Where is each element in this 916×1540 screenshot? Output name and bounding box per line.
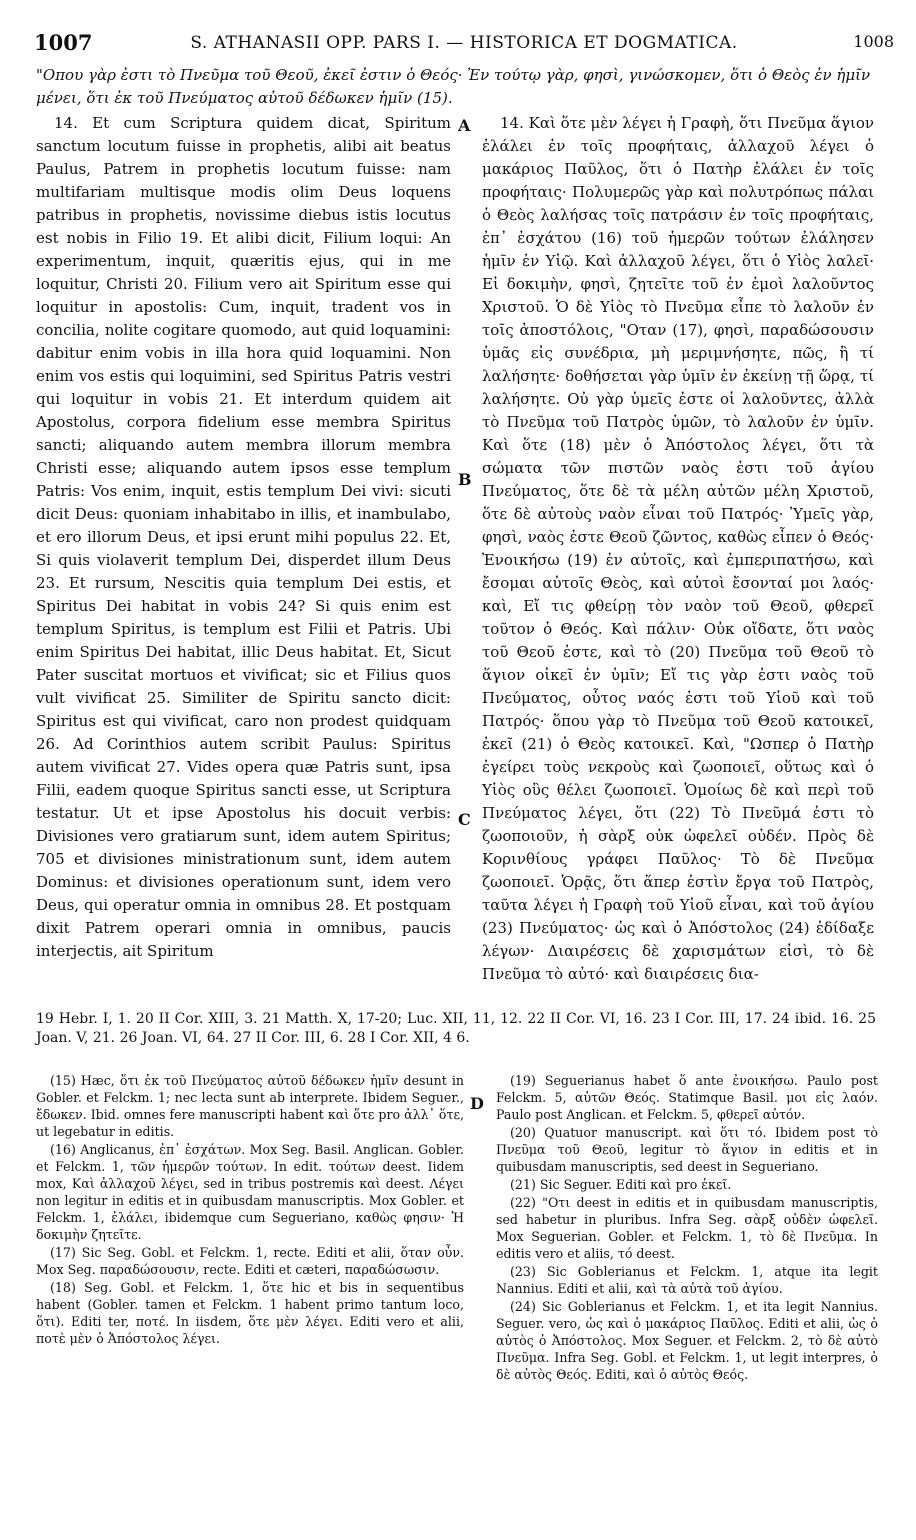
page-number-left: 1007	[34, 30, 93, 55]
top-greek-line: "Οπου γὰρ ἐστι τὸ Πνεῦμα τοῦ Θεοῦ, ἐκεῖ ἐστιν ὁ Θεός· Ἐν τούτῳ γὰρ, φησὶ, γινώσκομεν, ὅτι ὁ Θεὸς ἐν ἡμῖν μένει, ὅτι ἐκ τοῦ Πνεύματος αὐτοῦ δέδωκεν ἡμῖν (15).	[36, 66, 871, 107]
note-22: (22) "Οτι deest in editis et in quibusdam manuscriptis, sed habetur in pluribus. Infra Seg. σὰρξ οὐδὲν ὠφελεῖ. Mox Seguerian. Gobler. et Felckm. 1, τὸ δὲ Πνεῦμα. In editis vero et aliis, τό deest.	[496, 1195, 878, 1261]
scripture-references: 19 Hebr. I, 1. 20 II Cor. XIII, 3. 21 Matth. X, 17-20; Luc. XII, 11, 12. 22 II Cor. VI, 16. 23 I Cor. III, 17. 24 ibid. 16. 25 Joan. V, 21. 26 Joan. VI, 64. 27 II Cor. III, 6. 28 I Cor. XII, 4 6.	[36, 1011, 876, 1046]
note-16: (16) Anglicanus, ἐπ᾽ ἐσχάτων. Mox Seg. Basil. Anglican. Gobler. et Felckm. 1, τῶν ἡμερῶν τούτων. In edit. τούτων deest. Iidem mox, Καὶ ἀλλαχοῦ λέγει, sed in tribus postremis καὶ deest. Λέγει non legitur in editis et in quibusdam manuscriptis. Mox Gobler. et Felckm. 1, ἐλάλει, ibidemque cum Segueriano, καθὼς φησιν· Ἡ δοκιμὴν ζητεῖτε.	[36, 1142, 464, 1242]
note-17: (17) Sic Seg. Gobl. et Felckm. 1, recte. Editi et alii, ὅταν οὖν. Mox Seg. παραδώσουσιν, recte. Editi et cæteri, παραδώσωσιν.	[36, 1245, 464, 1277]
page-number-right: 1008	[853, 32, 894, 51]
critical-notes-right	[496, 1072, 878, 1384]
note-19: (19) Seguerianus habet ὅ ante ἐνοικήσω. Paulo post Felckm. 5, αὐτῶν Θεός. Statimque Basil. μοι εἰς λαόν. Paulo post Anglican. et Felckm. 5, φθερεῖ αὐτόν.	[496, 1073, 878, 1122]
greek-paragraph: 14. Καὶ ὅτε μὲν λέγει ἡ Γραφὴ, ὅτι Πνεῦμα ἅγιον ἐλάλει ἐν τοῖς προφήταις, ἀλλαχοῦ λέγει ὁ μακάριος Παῦλος, ὅτι ὁ Πατὴρ ἐλάλει ἐν τοῖς προφήταις· Πολυμερῶς γὰρ καὶ πολυτρόπως πάλαι ὁ Θεὸς λαλήσας τοῖς πατράσιν ἐν τοῖς προφήταις, ἐπ᾽ ἐσχάτου (16) τοῦ ἡμερῶν τούτων ἐλάλησεν ἡμῖν ἐν Υἱῷ. Καὶ ἀλλαχοῦ λέγει, ὅτι ὁ Υἱὸς λαλεῖ· Εἰ δοκιμὴν, φησὶ, ζητεῖτε τοῦ ἐν ἐμοὶ λαλοῦντος Χριστοῦ. Ὁ δὲ Υἱὸς τὸ Πνεῦμα εἶπε τὸ λαλοῦν ἐν τοῖς ἀποστόλοις, "Οταν (17), φησὶ, παραδώσουσιν ὑμᾶς εἰς συνέδρια, μὴ μεριμνήσητε, πῶς, ἢ τί λαλήσητε· δοθήσεται γὰρ ὑμῖν ἐν ἐκείνῃ τῇ ὥρᾳ, τί λαλήσητε. Οὐ γὰρ ὑμεῖς ἐστε οἱ λαλοῦντες, ἀλλὰ τὸ Πνεῦμα τοῦ Πατρὸς ὑμῶν, τὸ λαλοῦν ἐν ὑμῖν. Καὶ ὅτε (18) μὲν ὁ Ἀπόστολος λέγει, ὅτι τὰ σώματα τῶν πιστῶν ναὸς ἐστι τοῦ ἁγίου Πνεύματος, ὅτε δὲ τὰ μέλη αὐτῶν μέλη Χριστοῦ, ὅτε δὲ αὐτοὺς ναὸν εἶναι τοῦ Πατρός· Ὑμεῖς γὰρ, φησὶ, ναὸς ἐστε Θεοῦ ζῶντος, καθὼς εἶπεν ὁ Θεός· Ἐνοικήσω (19) ἐν αὐτοῖς, καὶ ἐμπεριπατήσω, καὶ ἔσομαι αὐτοῖς Θεὸς, καὶ αὐτοὶ ἔσονταί μοι λαός· καὶ, Εἴ τις φθείρῃ τὸν ναὸν τοῦ Θεοῦ, φθερεῖ τοῦτον ὁ Θεός. Καὶ πάλιν· Οὐκ οἴδατε, ὅτι ναὸς τοῦ Θεοῦ ἐστε, καὶ τὸ (20) Πνεῦμα τοῦ Θεοῦ τὸ ἅγιον οἰκεῖ ἐν ὑμῖν; Εἴ τις γὰρ ἐστι ναὸς τοῦ Πνεύματος, οὗτος ναός ἐστι τοῦ Υἱοῦ καὶ τοῦ Πατρός· ὅπου γὰρ τὸ Πνεῦμα τοῦ Θεοῦ κατοικεῖ, ἐκεῖ (21) ὁ Θεὸς κατοικεῖ. Καὶ, "Ωσπερ ὁ Πατὴρ ἐγείρει τοὺς νεκροὺς καὶ ζωοποιεῖ, οὕτως καὶ ὁ Υἱὸς οὓς θέλει ζωοποιεῖ. Ὁμοίως δὲ καὶ περὶ τοῦ Πνεύματος λέγει, ὅτι (22) Τὸ Πνεῦμά ἐστι τὸ ζωοποιοῦν, ἡ σὰρξ οὐκ ὠφελεῖ οὐδέν. Πρὸς δὲ Κορινθίους γράφει Παῦλος· Τὸ δὲ Πνεῦμα ζωοποιεῖ. Ὁρᾷς, ὅτι ἅπερ ἐστὶν ἔργα τοῦ Πατρὸς, ταῦτα λέγει ἡ Γραφὴ τοῦ Υἱοῦ εἶναι, καὶ τοῦ ἁγίου (23) Πνεύματος· ὡς καὶ ὁ Ἀπόστολος (24) ἐδίδαξε λέγων· Διαιρέσεις δὲ χαρισμάτων εἰσὶ, τὸ δὲ Πνεῦμα τὸ αὐτό· καὶ διαιρέσεις δια-	[482, 114, 874, 983]
margin-letter-d: D	[470, 1094, 484, 1113]
note-23: (23) Sic Goblerianus et Felckm. 1, atque ita legit Nannius. Editi et alii, καὶ τὰ αὐτὰ τοῦ ἁγίου.	[496, 1264, 878, 1296]
margin-letter-a: A	[458, 116, 471, 135]
page-header	[34, 30, 894, 58]
margin-letter-b: B	[458, 470, 472, 489]
latin-paragraph: 14. Et cum Scriptura quidem dicat, Spiritum sanctum locutum fuisse in prophetis, alibi ait beatus Paulus, Patrem in prophetis locutum fuisse: nam multifariam multisque modis olim Deus loquens patribus in prophetis, novissime diebus istis locutus est nobis in Filio 19. Et alibi dicit, Filium loqui: An experimentum, inquit, quæritis ejus, qui in me loquitur, Christi 20. Filium vero ait Spiritum esse qui loquitur in apostolis: Cum, inquit, tradent vos in concilia, nolite cogitare quomodo, aut quid loquamini: dabitur enim vobis in illa hora quid loquamini. Non enim vos estis qui loquimini, sed Spiritus Patris vestri qui loquitur in vobis 21. Et interdum quidem ait Apostolus, corpora fidelium esse membra Spiritus sancti; aliquando autem membra illorum membra Christi esse; aliquando autem ipsos esse templum Patris: Vos enim, inquit, estis templum Dei vivi: sicuti dicit Deus: quoniam inhabitabo in illis, et inambulabo, et ero illorum Deus, et ipsi erunt mihi populus 22. Et, Si quis violaverit templum Dei, disperdet illum Deus 23. Et rursum, Nescitis quia templum Dei estis, et Spiritus Dei habitat in vobis 24? Si quis enim est templum Spiritus, is templum est Filii et Patris. Ubi enim Spiritus Dei habitat, illic Deus habitat. Et, Sicut Pater suscitat mortuos et vivificat; sic et Filius quos vult vivificat 25. Similiter de Spiritu sancto dicit: Spiritus est qui vivificat, caro non prodest quidquam 26. Ad Corinthios autem scribit Paulus: Spiritus autem vivificat 27. Vides opera quæ Patris sunt, ipsa Filii, eadem quoque Spiritus sancti esse, ut Scriptura testatur. Ut et ipse Apostolus his docuit verbis: Divisiones vero gratiarum sunt, idem autem Spiritus; 705 et divisiones ministrationum sunt, idem autem Dominus: et divisiones operationum sunt, idem vero Deus, qui operatur omnia in omnibus 28. Et postquam dixit Patrem operari omnia in omnibus, paucis interjectis, ait Spiritum	[36, 114, 451, 960]
critical-notes-left	[36, 1072, 464, 1348]
note-18: (18) Seg. Gobl. et Felckm. 1, ὅτε hic et bis in sequentibus habent (Gobler. tamen et Felckm. 1 habent primo tantum loco, ὅτι). Editi ter, ποτέ. In iisdem, ὅτε μὲν λέγει. Editi vero et alii, ποτὲ μὲν ὁ Ἀπόστολος λέγει.	[36, 1280, 464, 1346]
running-title: S. ATHANASII OPP. PARS I. — HISTORICA ET DOGMATICA.	[190, 33, 738, 53]
note-20: (20) Quatuor manuscript. καὶ ὅτι τό. Ibidem post τὸ Πνεῦμα τοῦ Θεοῦ, legitur τὸ ἅγιον in editis et in quibusdam manuscriptis, sed deest in Segueriano.	[496, 1125, 878, 1174]
greek-column	[482, 112, 874, 986]
note-21: (21) Sic Seguer. Editi καὶ pro ἐκεῖ.	[510, 1177, 732, 1192]
note-15: (15) Hæc, ὅτι ἐκ τοῦ Πνεύματος αὐτοῦ δέδωκεν ἡμῖν desunt in Gobler. et Felckm. 1; nec lecta sunt ab interprete. Ibidem Seguer., ἔδωκεν. Ibid. omnes fere manuscripti habent καὶ ὅτε pro ἀλλ᾽ ὅτε, ut legebatur in editis.	[36, 1073, 464, 1139]
latin-column	[36, 112, 451, 963]
note-24: (24) Sic Goblerianus et Felckm. 1, et ita legit Nannius. Seguer. vero, ὡς καὶ ὁ μακάριος Παῦλος. Editi et alii, ὡς ὁ αὐτὸς ὁ Ἀπόστολος. Mox Seguer. et Felckm. 2, τὸ δὲ αὐτὸ Πνεῦμα. Infra Seg. Gobl. et Felckm. 1, ut legit interpres, ὁ δὲ αὐτὸς Θεός. Editi, καὶ ὁ αὐτὸς Θεός.	[496, 1299, 878, 1382]
margin-letter-c: C	[458, 810, 471, 829]
